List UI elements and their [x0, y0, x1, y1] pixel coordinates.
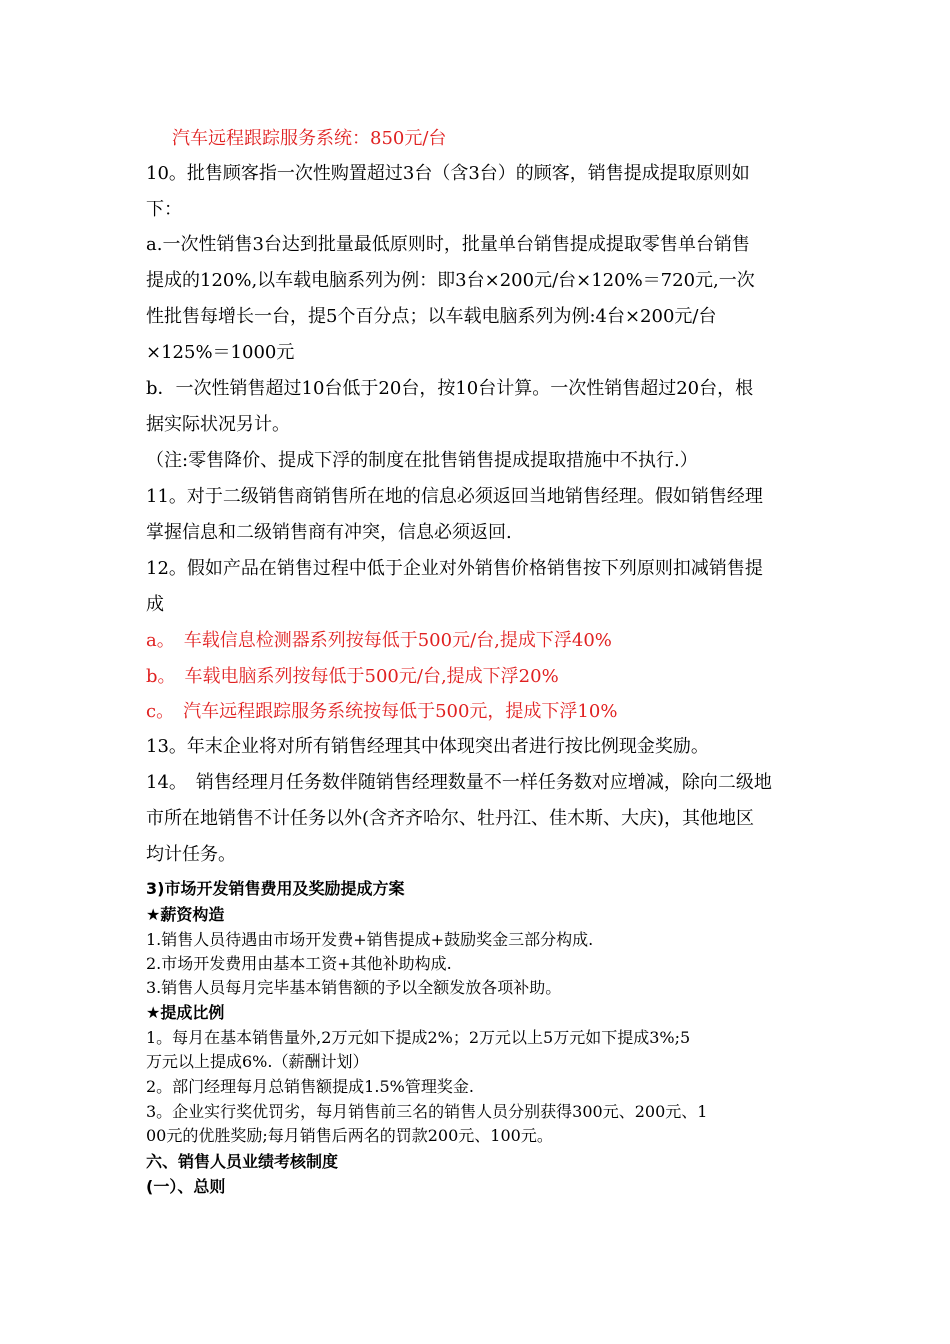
line-system-price: 汽车远程跟踪服务系统：850元/台 [172, 128, 447, 149]
line-item-a-cont1: 提成的120%,以车载电脑系列为例：即3台×200元/台×120%＝720元,一次 [146, 270, 755, 291]
line-deduct-c: c。 汽车远程跟踪服务系统按每低于500元，提成下浮10% [146, 701, 618, 722]
line-item-10: 10。批售顾客指一次性购置超过3台（含3台）的顾客，销售提成提取原则如 [146, 163, 750, 184]
line-item-a-cont3: ×125%＝1000元 [146, 342, 295, 363]
line-item-10-cont: 下： [146, 199, 182, 220]
section-heading-6: 六、销售人员业绩考核制度 [146, 1152, 339, 1171]
line-salary-3: 3.销售人员每月完毕基本销售额的予以全额发放各项补助。 [146, 978, 562, 997]
line-salary-1: 1.销售人员待遇由市场开发费+销售提成+鼓励奖金三部分构成. [146, 930, 594, 949]
subheading-ratio: ★提成比例 [146, 1003, 225, 1022]
line-ratio-1: 1。每月在基本销售量外,2万元如下提成2%；2万元以上5万元如下提成3%;5 [146, 1028, 691, 1047]
line-item-11: 11。对于二级销售商销售所在地的信息必须返回当地销售经理。假如销售经理 [146, 486, 763, 507]
line-item-b-cont: 据实际状况另计。 [146, 414, 290, 435]
line-note: （注:零售降价、提成下浮的制度在批售销售提成提取措施中不执行.） [146, 450, 698, 471]
line-ratio-2: 2。部门经理每月总销售额提成1.5%管理奖金. [146, 1077, 474, 1096]
line-deduct-a: a。 车载信息检测器系列按每低于500元/台,提成下浮40% [146, 630, 612, 651]
line-item-14-cont1: 市所在地销售不计任务以外(含齐齐哈尔、牡丹江、佳木斯、大庆)，其他地区 [146, 808, 755, 829]
line-item-12: 12。假如产品在销售过程中低于企业对外销售价格销售按下列原则扣减销售提 [146, 558, 763, 579]
line-item-14: 14。 销售经理月任务数伴随销售经理数量不一样任务数对应增减，除向二级地 [146, 772, 772, 793]
line-item-12-cont: 成 [146, 594, 164, 615]
line-item-14-cont2: 均计任务。 [146, 844, 236, 865]
line-item-b: b．一次性销售超过10台低于20台，按10台计算。一次性销售超过20台，根 [146, 378, 754, 399]
section-heading-3: 3)市场开发销售费用及奖励提成方案 [146, 879, 405, 898]
line-ratio-3-cont: 00元的优胜奖励;每月销售后两名的罚款200元、100元。 [146, 1126, 553, 1145]
line-deduct-b: b。 车载电脑系列按每低于500元/台,提成下浮20% [146, 666, 559, 687]
line-salary-2: 2.市场开发费用由基本工资+其他补助构成. [146, 954, 452, 973]
line-item-11-cont: 掌握信息和二级销售商有冲突，信息必须返回. [146, 522, 512, 543]
subheading-salary: ★薪资构造 [146, 905, 225, 924]
line-item-a-cont2: 性批售每增长一台，提5个百分点；以车载电脑系列为例:4台×200元/台 [146, 306, 717, 327]
line-ratio-1-cont: 万元以上提成6%.（薪酬计划） [146, 1052, 369, 1071]
subheading-general: (一）、总则 [146, 1177, 226, 1196]
line-item-13: 13。年末企业将对所有销售经理其中体现突出者进行按比例现金奖励。 [146, 736, 709, 757]
line-item-a: a.一次性销售3台达到批量最低原则时，批量单台销售提成提取零售单台销售 [146, 234, 750, 255]
line-ratio-3: 3。企业实行奖优罚劣，每月销售前三名的销售人员分别获得300元、200元、1 [146, 1102, 708, 1121]
